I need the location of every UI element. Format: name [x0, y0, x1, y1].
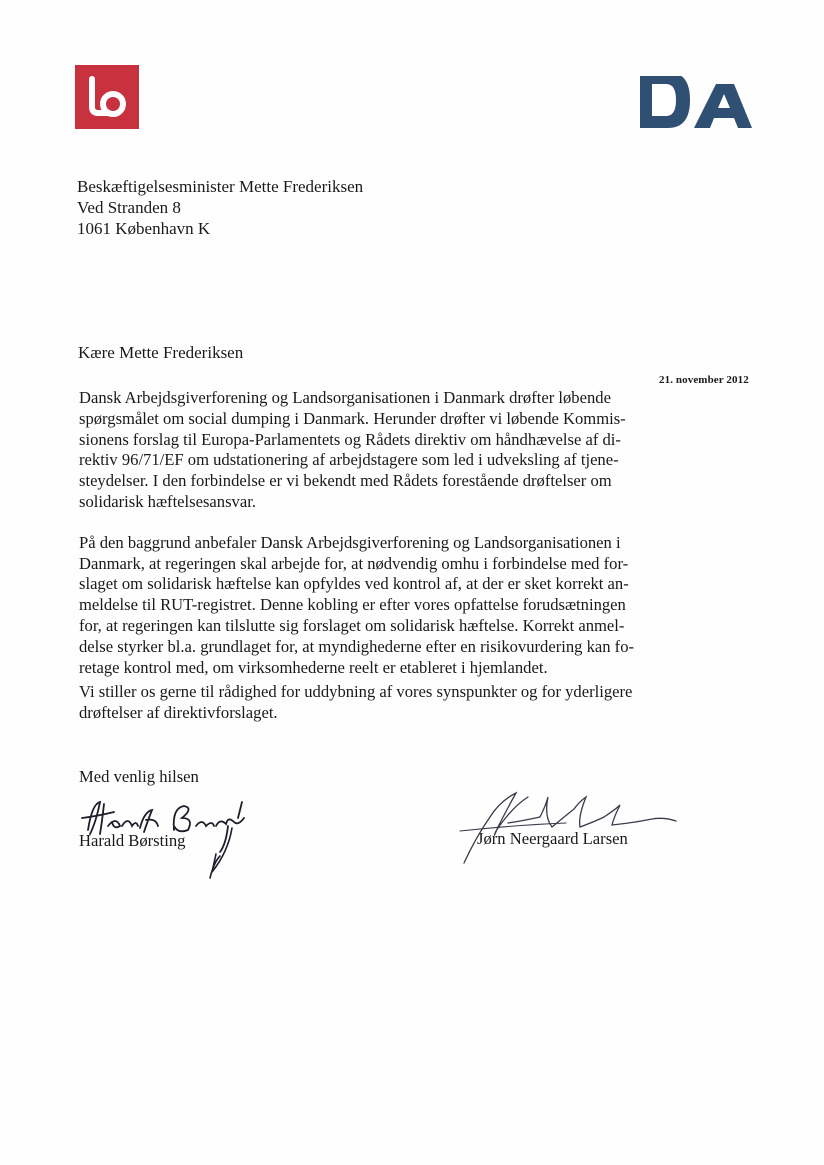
signature-jorn — [456, 787, 686, 867]
letter-body — [79, 388, 659, 724]
text-line: Danmark, at regeringen skal arbejde for, at nødvendig omhu i forbindelse med for- — [79, 553, 629, 573]
letter-date: 21. november 2012 — [659, 374, 749, 386]
text-line: slaget om solidarisk hæftelse kan opfyldes ved kontrol af, at der er sket korrekt an- — [79, 574, 629, 594]
da-logo — [638, 66, 754, 132]
text-line: retage kontrol med, om virksomhederne reelt er etableret i hjemlandet. — [79, 657, 548, 677]
text-line: På den baggrund anbefaler Dansk Arbejdsgiverforening og Landsorganisationen i — [79, 532, 621, 552]
signatory-left-name: Harald Børsting — [79, 831, 186, 850]
text-line: meldelse til RUT-registret. Denne kobling er efter vores opfattelse forudsætningen — [79, 595, 626, 615]
paragraph-2 — [79, 533, 659, 679]
text-line: solidarisk hæftelsesansvar. — [79, 491, 256, 511]
text-line: Dansk Arbejdsgiverforening og Landsorganisationen i Danmark drøfter løbende — [79, 388, 611, 407]
recipient-street: Ved Stranden 8 — [77, 198, 181, 217]
text-line: rektiv 96/71/EF om udstationering af arbejdstagere som led i udveksling af tjene- — [79, 450, 619, 470]
text-line: delse styrker bl.a. grundlaget for, at myndighederne efter en risikovurdering kan fo- — [79, 636, 635, 656]
text-line: for, at regeringen kan tilslutte sig forslaget om solidarisk hæftelse. Korrekt anmel- — [79, 615, 625, 635]
text-line: spørgsmålet om social dumping i Danmark. Herunder drøfter vi løbende Kommis- — [79, 408, 626, 428]
text-line: drøftelser af direktivforslaget. — [79, 703, 278, 723]
paragraph-3 — [79, 682, 659, 724]
recipient-city: 1061 København K — [77, 219, 211, 238]
recipient-address — [77, 176, 363, 239]
text-line: steydelser. I den forbindelse er vi bekendt med Rådets forestående drøftelser om — [79, 471, 612, 491]
text-line: Vi stiller os gerne til rådighed for uddybning af vores synspunkter og for yderligere — [79, 682, 633, 702]
recipient-name-line: Beskæftigelsesminister Mette Frederiksen — [77, 177, 364, 196]
text-line: sionens forslag til Europa-Parlamentets og Rådets direktiv om håndhævelse af di- — [79, 429, 621, 449]
signatory-right-name: Jørn Neergaard Larsen — [477, 829, 628, 848]
lo-logo — [75, 65, 139, 129]
paragraph-1 — [79, 388, 659, 513]
greeting: Kære Mette Frederiksen — [78, 343, 244, 362]
closing: Med venlig hilsen — [79, 767, 199, 786]
